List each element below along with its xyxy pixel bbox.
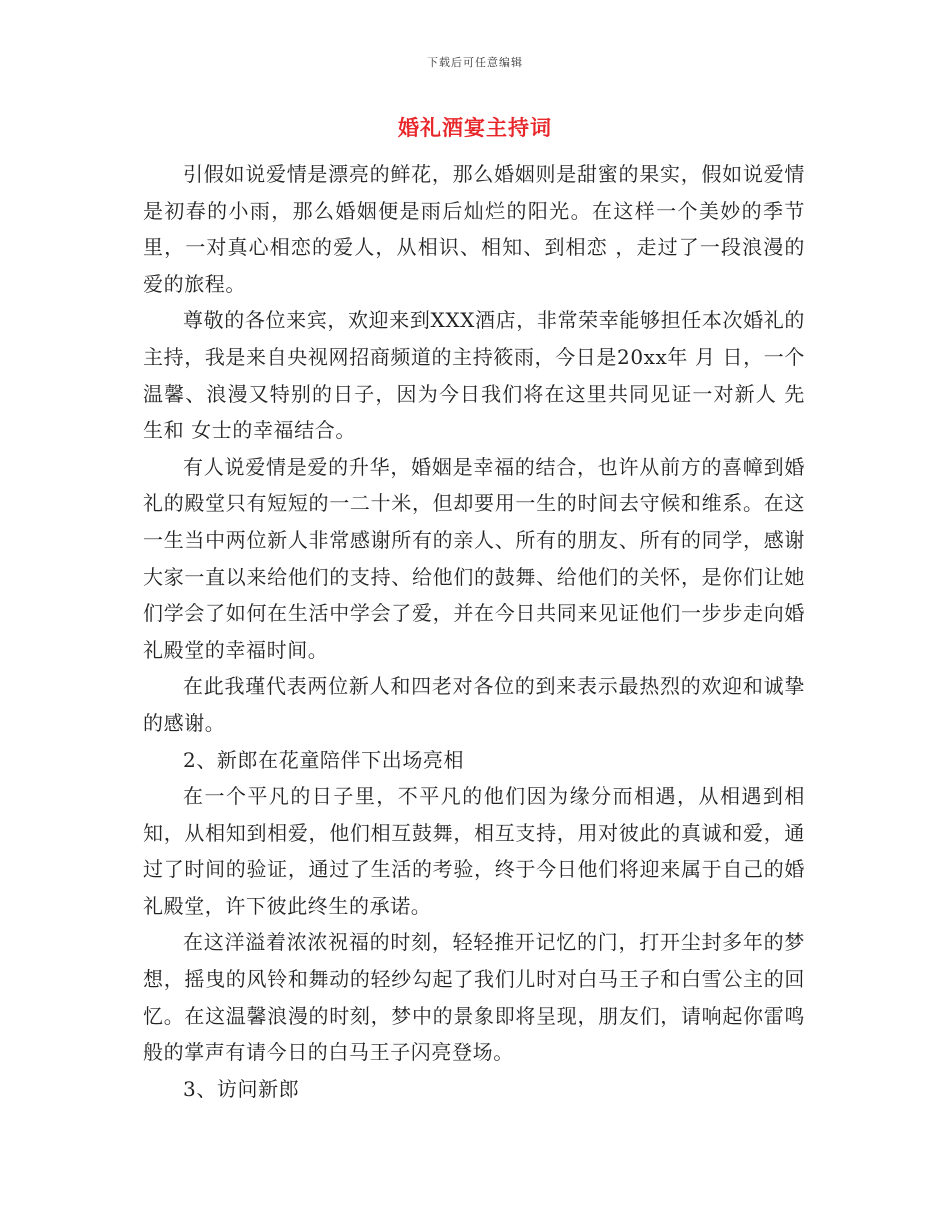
paragraph-blessing-moment: 在这洋溢着浓浓祝福的时刻，轻轻推开记忆的门，打开尘封多年的梦想，摇曳的风铃和舞动的轻纱勾起了我们儿时对白马王子和白雪公主的回忆。在这温馨浪漫的时刻，梦中的景象即将呈现，朋友们，请响起你雷鸣般的掌声有请今日的白马王子闪亮登场。 [143, 930, 805, 1065]
header-note: 下载后可任意编辑 [427, 56, 523, 69]
paragraph-intro: 引假如说爱情是漂亮的鲜花，那么婚姻则是甜蜜的果实，假如说爱情是初春的小雨，那么婚姻便是雨后灿烂的阳光。在这样一个美妙的季节里，一对真心相恋的爱人，从相识、相知、到相恋 ，走过了一段浪漫的爱的旅程。 [143, 162, 805, 296]
document-body [143, 156, 805, 1107]
paragraph-welcome: 尊敬的各位来宾，欢迎来到XXX酒店，非常荣幸能够担任本次婚礼的主持，我是来自央视网招商频道的主持筱雨，今日是20xx年 月 日，一个温馨、浪漫又特别的日子，因为今日我们将在这里共同见证一对新人 先生和 女士的幸福结合。 [143, 308, 805, 443]
paragraph-love-marriage: 有人说爱情是爱的升华，婚姻是幸福的结合，也许从前方的喜幛到婚礼的殿堂只有短短的一二十米，但却要用一生的时间去守候和维系。在这一生当中两位新人非常感谢所有的亲人、所有的朋友、所有的同学，感谢大家一直以来给他们的支持、给他们的鼓舞、给他们的关怀，是你们让她们学会了如何在生活中学会了爱，并在今日共同来见证他们一步步走向婚礼殿堂的幸福时间。 [143, 454, 805, 662]
paragraph-ordinary-day: 在一个平凡的日子里，不平凡的他们因为缘分而相遇，从相遇到相知，从相知到相爱，他们相互鼓舞，相互支持，用对彼此的真诚和爱，通过了时间的验证，通过了生活的考验，终于今日他们将迎来属于自己的婚礼殿堂，许下彼此终生的承诺。 [143, 784, 805, 918]
document-title: 婚礼酒宴主持词 [398, 115, 552, 140]
section-heading-groom-entrance: 2、新郎在花童陪伴下出场亮相 [183, 747, 465, 772]
section-heading-interview-groom: 3、访问新郎 [183, 1076, 300, 1101]
paragraph-thanks: 在此我瑾代表两位新人和四老对各位的到来表示最热烈的欢迎和诚挚的感谢。 [143, 674, 805, 735]
